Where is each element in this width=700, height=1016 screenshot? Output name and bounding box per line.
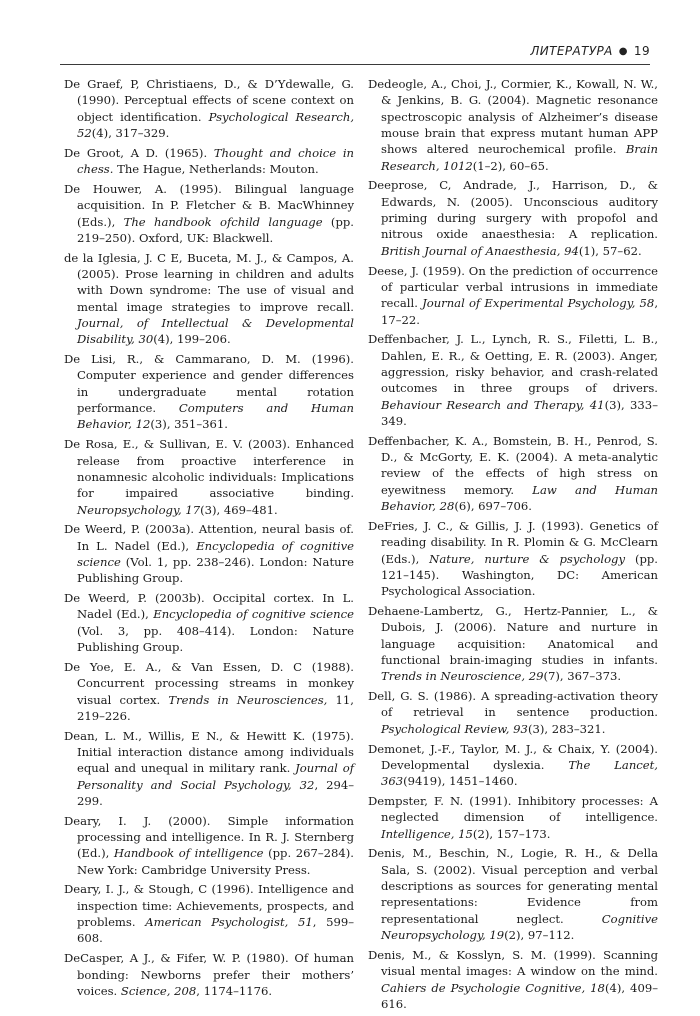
reference-pages: (9419), 1451–1460. xyxy=(403,774,518,789)
reference-source: British Journal of Anaesthesia, 94 xyxy=(381,243,579,258)
reference-authors-title: De Graef, P, Christiaens, D., & D’Ydewalle, G. (1990). Perceptual effects of scene context on object identification. xyxy=(64,77,354,124)
reference-authors-title: DeCasper, A J., & Fifer, W. P. (1980). Of human bonding: Newborns prefer their mothers’ voices. xyxy=(64,951,354,998)
reference-source: Encyclopedia of cognitive science xyxy=(153,607,354,622)
running-head-title: ЛИТЕРАТУРА xyxy=(530,44,613,58)
reference-entry xyxy=(368,947,658,1012)
reference-pages: (1), 57–62. xyxy=(578,243,642,258)
reference-entry xyxy=(368,177,658,259)
reference-pages: The Hague, Netherlands: Mouton. xyxy=(113,162,319,177)
reference-entry xyxy=(368,688,658,737)
reference-pages: (4), 199–206. xyxy=(153,332,231,347)
reference-pages: (pp. 267–284). New York: Cambridge University Press. xyxy=(77,846,354,877)
reference-source: Trends in Neuroscience, 29 xyxy=(381,669,544,684)
reference-source: Cahiers de Psychologie Cognitive, 18 xyxy=(381,980,605,995)
reference-pages: , 17–22. xyxy=(381,296,658,327)
reference-entry xyxy=(368,518,658,600)
reference-pages: (6), 697–706. xyxy=(454,499,532,514)
reference-source: Psychological Research, 52 xyxy=(77,109,355,141)
reference-entry xyxy=(368,845,658,943)
reference-authors-title: Dedeogle, A., Choi, J., Cormier, K., Kowall, N. W., & Jenkins, B. G. (2004). Magnetic resonance spectroscopic analysis of Alzheimer’s disease mouse brain that express mutant human APP shows altered neurochemical profile. xyxy=(368,77,658,157)
reference-entry xyxy=(64,250,354,348)
reference-pages: , 599–608. xyxy=(77,915,354,946)
reference-source: Journal of Personality and Social Psychology, 32 xyxy=(77,761,354,792)
reference-pages: 11, 219–226. xyxy=(77,692,354,723)
reference-pages: (3), 351–361. xyxy=(150,417,228,432)
reference-authors-title: Deary, I. J. (2000). Simple information processing and intelligence. In R. J. Sternberg (Ed.), xyxy=(64,813,354,861)
reference-source: Law and Human Behavior, 28 xyxy=(381,482,658,514)
reference-pages: (Vol. 1, pp. 238–246). London: Nature Publishing Group. xyxy=(77,554,354,586)
reference-authors-title: Deffenbacher, K. A., Bomstein, B. H., Penrod, S. D., & McGorty, E. K. (2004). A meta-analytic review of the effects of high stress on eyewitness memory. xyxy=(368,433,658,497)
reference-pages: (1–2), 60–65. xyxy=(472,158,549,173)
reference-authors-title: De Lisi, R., & Cammarano, D. M. (1996). Computer experience and gender differences in undergraduate mental rotation performance. xyxy=(64,352,354,416)
reference-entry xyxy=(64,728,354,810)
reference-entry xyxy=(64,351,354,433)
reference-entry xyxy=(368,331,658,429)
reference-authors-title: Dempster, F. N. (1991). Inhibitory processes: A neglected dimension of intelligence. xyxy=(368,793,658,825)
reference-source: The Lancet, 363 xyxy=(381,757,658,789)
reference-source: Handbook of intelligence xyxy=(113,846,264,861)
reference-authors-title: De Weerd, P. (2003a). Attention, neural basis of. In L. Nadel (Ed.), xyxy=(64,522,354,553)
reference-entry xyxy=(368,603,658,685)
reference-pages: (4), 317–329. xyxy=(91,126,170,141)
reference-entry xyxy=(64,950,354,999)
reference-pages: (3), 469–481. xyxy=(200,502,278,517)
reference-authors-title: Dell, G. S. (1986). A spreading-activation theory of retrieval in sentence production. xyxy=(368,689,658,720)
reference-authors-title: Demonet, J.-F., Taylor, M. J., & Chaix, Y. (2004). Developmental dyslexia. xyxy=(368,741,658,772)
reference-source: Intelligence, 15 xyxy=(381,826,473,841)
reference-pages: (pp. 219–250). Oxford, UK: Blackwell. xyxy=(77,214,354,245)
reference-entry xyxy=(64,521,354,586)
reference-entry xyxy=(64,659,354,724)
reference-authors-title: DeFries, J. C., & Gillis, J. J. (1993). Genetics of reading disability. In R. Plomin & G. McClearn (Eds.), xyxy=(368,518,658,566)
reference-authors-title: De Rosa, E., & Sullivan, E. V. (2003). Enhanced release from proactive interference in nonamnesic alcoholic individuals: Implications for impaired associative binding. xyxy=(64,437,354,501)
reference-authors-title: Deeprose, C, Andrade, J., Harrison, D., & Edwards, N. (2005). Unconscious auditory priming during surgery with propofol and nitrous oxide anaesthesia: A replication. xyxy=(368,178,658,242)
reference-source: Journal of Experimental Psychology, 58 xyxy=(422,296,655,311)
reference-source: Nature, nurture & psychology xyxy=(429,551,626,566)
reference-source: Behaviour Research and Therapy, 41 xyxy=(381,397,605,412)
reference-authors-title: Deese, J. (1959). On the prediction of occurrence of particular verbal intrusions in immediate recall. xyxy=(368,263,658,311)
reference-source: The handbook ofchild language xyxy=(123,214,323,229)
reference-source: Psychological Review, 93 xyxy=(381,721,528,736)
reference-pages: (4), 409–616. xyxy=(381,980,658,1011)
reference-pages: (Vol. 3, pp. 408–414). London: Nature Publishing Group. xyxy=(77,623,354,655)
reference-source: American Psychologist, 51 xyxy=(145,915,313,930)
header-text xyxy=(530,44,650,58)
reference-entry xyxy=(368,263,658,328)
reference-source: Cognitive Neuropsychology, 19 xyxy=(381,911,658,943)
reference-pages: (3), 333–349. xyxy=(381,397,658,429)
reference-authors-title: De Weerd, P. (2003b). Occipital cortex. In L. Nadel (Ed.), xyxy=(64,591,354,622)
reference-pages: , 294–299. xyxy=(77,777,355,808)
reference-entry xyxy=(368,76,658,174)
reference-source: Science, 208 xyxy=(120,983,197,998)
right-reference-column xyxy=(368,76,658,1016)
reference-entry xyxy=(64,436,354,518)
reference-entry xyxy=(64,881,354,946)
page-number: 19 xyxy=(633,44,650,58)
reference-entry xyxy=(64,76,354,141)
reference-pages: (2), 157–173. xyxy=(472,826,551,841)
reference-authors-title: Denis, M., Beschin, N., Logie, R. H., & Della Sala, S. (2002). Visual perception and verbal descriptions as sources for generating mental representations: Evidence from representational neglect. xyxy=(368,846,658,926)
reference-pages: (pp. 121–145). Washington, DC: American Psychological Association. xyxy=(381,551,658,599)
reference-authors-title: Denis, M., & Kosslyn, S. M. (1999). Scanning visual mental images: A window on the mind. xyxy=(368,947,658,979)
running-header xyxy=(60,40,650,65)
bullet-separator-icon: ● xyxy=(618,46,628,57)
reference-pages: (2), 97–112. xyxy=(504,928,575,943)
reference-source: Trends in Neurosciences, xyxy=(168,692,328,707)
reference-source: Thought and choice in chess. xyxy=(77,145,354,177)
reference-entry xyxy=(64,145,354,178)
reference-pages: , 1174–1176. xyxy=(196,983,273,998)
reference-authors-title: de la Iglesia, J. C E, Buceta, M. J., & Campos, A. (2005). Prose learning in children and adults with Down syndrome: The use of visual and mental image strategies to improve recall. xyxy=(64,250,354,314)
reference-authors-title: De Groot, A D. (1965). xyxy=(64,145,214,160)
reference-authors-title: Dean, L. M., Willis, E N., & Hewitt K. (1975). Initial interaction distance among individuals equal and unequal in military rank. xyxy=(64,728,354,776)
reference-entry xyxy=(368,433,658,515)
reference-entry xyxy=(368,741,658,790)
reference-source: Encyclopedia of cognitive science xyxy=(77,538,355,569)
reference-source: Journal, of Intellectual & Developmental Disability, 30 xyxy=(77,315,354,347)
reference-source: Brain Research, 1012 xyxy=(381,142,658,173)
left-reference-column xyxy=(64,76,354,1003)
reference-source: Neuropsychology, 17 xyxy=(77,502,201,517)
reference-pages: (3), 283–321. xyxy=(527,721,606,736)
reference-entry xyxy=(64,181,354,246)
reference-entry xyxy=(64,813,354,878)
reference-authors-title: Dehaene-Lambertz, G., Hertz-Pannier, L., & Dubois, J. (2006). Nature and nurture in language acquisition: Anatomical and functional brain-imaging studies in infants. xyxy=(368,604,658,668)
reference-authors-title: Deary, I. J., & Stough, C (1996). Intelligence and inspection time: Achievements, prospects, and problems. xyxy=(64,882,354,930)
reference-authors-title: Deffenbacher, J. L., Lynch, R. S., Filetti, L. B., Dahlen, E. R., & Oetting, E. R. (2003). Anger, aggression, risky behavior, and crash-related outcomes in three groups of drivers. xyxy=(368,332,658,396)
reference-authors-title: De Yoe, E. A., & Van Essen, D. C (1988). Concurrent processing streams in monkey visual cortex. xyxy=(64,659,354,707)
reference-source: Computers and Human Behavior, 12 xyxy=(77,401,354,432)
reference-entry xyxy=(64,590,354,655)
reference-pages: (7), 367–373. xyxy=(543,669,622,684)
reference-authors-title: De Houwer, A. (1995). Bilingual language acquisition. In P. Fletcher & B. MacWhinney (Eds.), xyxy=(64,181,354,229)
reference-entry xyxy=(368,793,658,842)
